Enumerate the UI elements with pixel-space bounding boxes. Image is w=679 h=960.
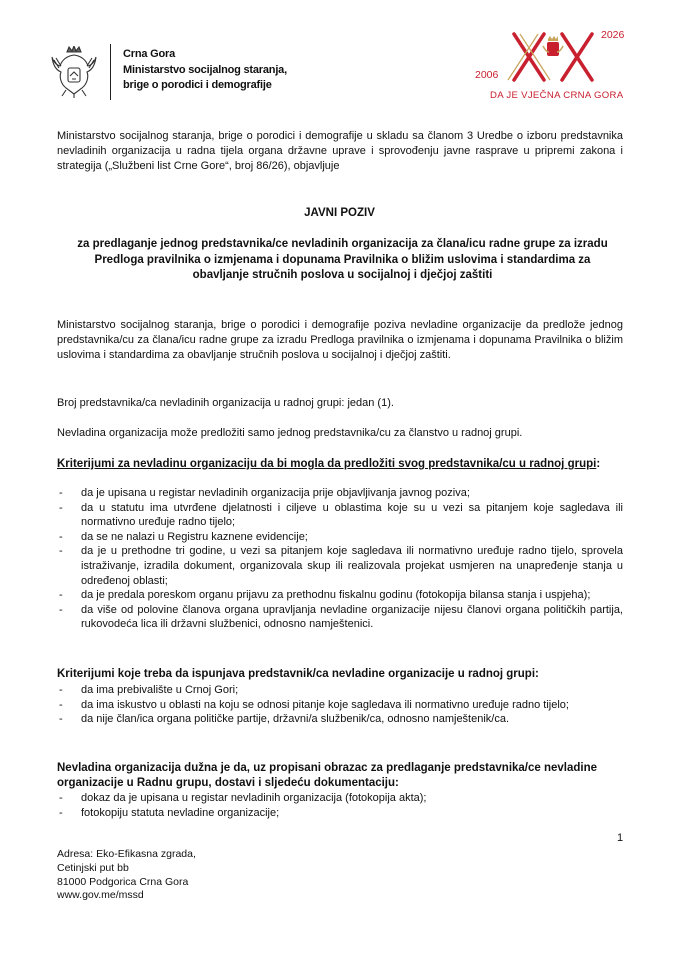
org-line-country: Crna Gora [123, 48, 175, 60]
list-item-text: da ima iskustvo u oblasti na koju se odnosi pitanje koje sagledava ili normativno uređuje radno tijelo; [81, 698, 569, 711]
footer-address [57, 848, 196, 903]
list-item: - da ima iskustvo u oblasti na koju se odnosi pitanje koje sagledava ili normativno uređuje radno tijelo; [59, 698, 569, 711]
ministry-name [123, 47, 287, 94]
ngo-criteria-heading [57, 457, 623, 472]
header-divider [110, 44, 111, 100]
document-subtitle: za predlaganje jednog predstavnika/ce nevladinih organizacija za člana/icu radne grupe za izradu Predloga pravilnika o izmjenama i dopunama Pravilnika o bližim uslovima i standardima za obavljanje stručnih poslova u socijalnoj i dječjoj zaštiti [77, 238, 608, 281]
intro-paragraph: Ministarstvo socijalnog staranja, brige o porodici i demografije u skladu sa članom 3 Uredbe o izboru predstavnika nevladinih organizacija u radna tijela organa državne uprave i sprovođenju javne rasprave u pripremi zakona i strategija („Službeni list Crne Gore“, broj 86/26), objavljuje [57, 130, 623, 172]
invitation-paragraph: Ministarstvo socijalnog staranja, brige o porodici i demografije poziva nevladine organizacije da predlože jednog predstavnika/cu za člana/icu radne grupe za izradu Predloga pravilnika o izmjenama i dopunama Pravilnika o bližim uslovima i standardima za obavljanje stručnih poslova u socijalnoj i dječjoj zaštiti. [57, 319, 623, 361]
list-item: - da se ne nalazi u Registru kaznene evidencije; [59, 530, 308, 543]
eagle-emblem-icon [543, 36, 563, 56]
independence-jubilee-logo [470, 26, 650, 106]
ngo-criteria-list [57, 486, 623, 632]
org-line-ministry-cont: brige o porodici i demografije [123, 79, 272, 91]
coat-of-arms-icon [50, 46, 98, 98]
representative-criteria-heading: Kriterijumi koje treba da ispunjava predstavnik/ca nevladine organizacije u radnoj grupi: [57, 668, 539, 680]
list-item-text: da ima prebivalište u Crnoj Gori; [81, 684, 239, 696]
ngo-criteria-heading-text: Kriterijumi za nevladinu organizaciju da bi mogla da predložiti svog predstavnika/cu u radnoj grupi [57, 458, 597, 470]
one-representative-note: Nevladina organizacija može predložiti samo jednog predstavnika/cu za članstvo u radnoj grupi. [57, 427, 523, 439]
list-item: - da nije član/ica organa političke partije, državni/a službenik/ca, odnosno namještenik/ca. [59, 713, 510, 726]
list-item-text: da je upisana u registar nevladinih organizacija prije objavljivanja javnog poziva; [81, 487, 470, 499]
page-number: 1 [617, 832, 624, 844]
list-item-text: da u statutu ima utvrđene djelatnosti i ciljeve u oblastima koje su u vezi sa pitanjem koje sagledava ili normativno uređuje radno tijelo; [81, 501, 623, 529]
documentation-list [57, 791, 623, 820]
jubilee-year-start: 2006 [475, 69, 499, 81]
document-title: JAVNI POZIV [304, 207, 375, 219]
org-line-ministry: Ministarstvo socijalnog staranja, [123, 63, 287, 76]
ngo-criteria-heading-colon: : [596, 458, 601, 470]
list-item: - fotokopiju statuta nevladine organizacije; [59, 806, 280, 819]
list-item: - da je u prethodne tri godine, u vezi sa pitanjem koje sagledava ili normativno uređuje radno tijelo, sprovela istraživanje, izradila dokument, organizovala skup ili realizovala projekat usmjeren na unapređenje stanja u određenoj oblasti; [59, 545, 623, 587]
list-item-text: da više od polovine članova organa upravljanja nevladine organizacije nijesu članovi organa političkih partija, rukovodeća lica ili državni službenici, odnosno namještenici. [81, 603, 623, 631]
representatives-count: Broj predstavnika/ca nevladinih organizacija u radnoj grupi: jedan (1). [57, 397, 394, 409]
list-item: - da u statutu ima utvrđene djelatnosti i ciljeve u oblastima koje su u vezi sa pitanjem koje sagledava ili normativno uređuje radno tijelo; [59, 501, 623, 529]
footer-line: 81000 Podgorica Crna Gora [57, 875, 189, 888]
footer-line: Cetinjski put bb [57, 861, 129, 874]
list-item: - da više od polovine članova organa upravljanja nevladine organizacije nijesu članovi organa političkih partija, rukovodeća lica ili državni službenici, odnosno namještenici. [59, 603, 623, 631]
footer-line: Adresa: Eko-Efikasna zgrada, [57, 848, 196, 860]
list-item-text: dokaz da je upisana u registar nevladinih organizacija (fotokopija akta); [81, 792, 427, 804]
representative-criteria-list [57, 683, 623, 727]
list-item-text: da nije član/ica organa političke partije, državni/a službenik/ca, odnosno namještenik/ca. [81, 713, 510, 726]
list-item-text: fotokopiju statuta nevladine organizacije; [81, 806, 280, 819]
list-item-text: da je predala poreskom organu prijavu za prethodnu fiskalnu godinu (fotokopija bilansa stanja i uspjeha); [81, 589, 591, 602]
jubilee-motto: DA JE VJEČNA CRNA GORA [490, 90, 624, 101]
documentation-heading: Nevladina organizacija dužna je da, uz propisani obrazac za predlaganje predstavnika/ce nevladine organizacije u Radnu grupu, dostavi i sljedeću dokumentaciju: [57, 762, 598, 789]
footer-website: www.gov.me/mssd [57, 889, 144, 902]
list-item: - da je upisana u registar nevladinih organizacija prije objavljivanja javnog poziva; [59, 487, 470, 499]
jubilee-year-end: 2026 [601, 29, 625, 41]
list-item: - da je predala poreskom organu prijavu za prethodnu fiskalnu godinu (fotokopija bilansa stanja i uspjeha); [59, 589, 591, 602]
list-item-text: da je u prethodne tri godine, u vezi sa pitanjem koje sagledava ili normativno uređuje radno tijelo, sprovela istraživanje, izradila dokument, organizovala skup ili realizovala projekat usmjeren na unapređenje stanja u određenoj oblasti; [81, 545, 623, 587]
list-item: - da ima prebivalište u Crnoj Gori; [59, 684, 239, 696]
list-item: - dokaz da je upisana u registar nevladinih organizacija (fotokopija akta); [59, 792, 427, 804]
list-item-text: da se ne nalazi u Registru kaznene evidencije; [81, 530, 308, 543]
